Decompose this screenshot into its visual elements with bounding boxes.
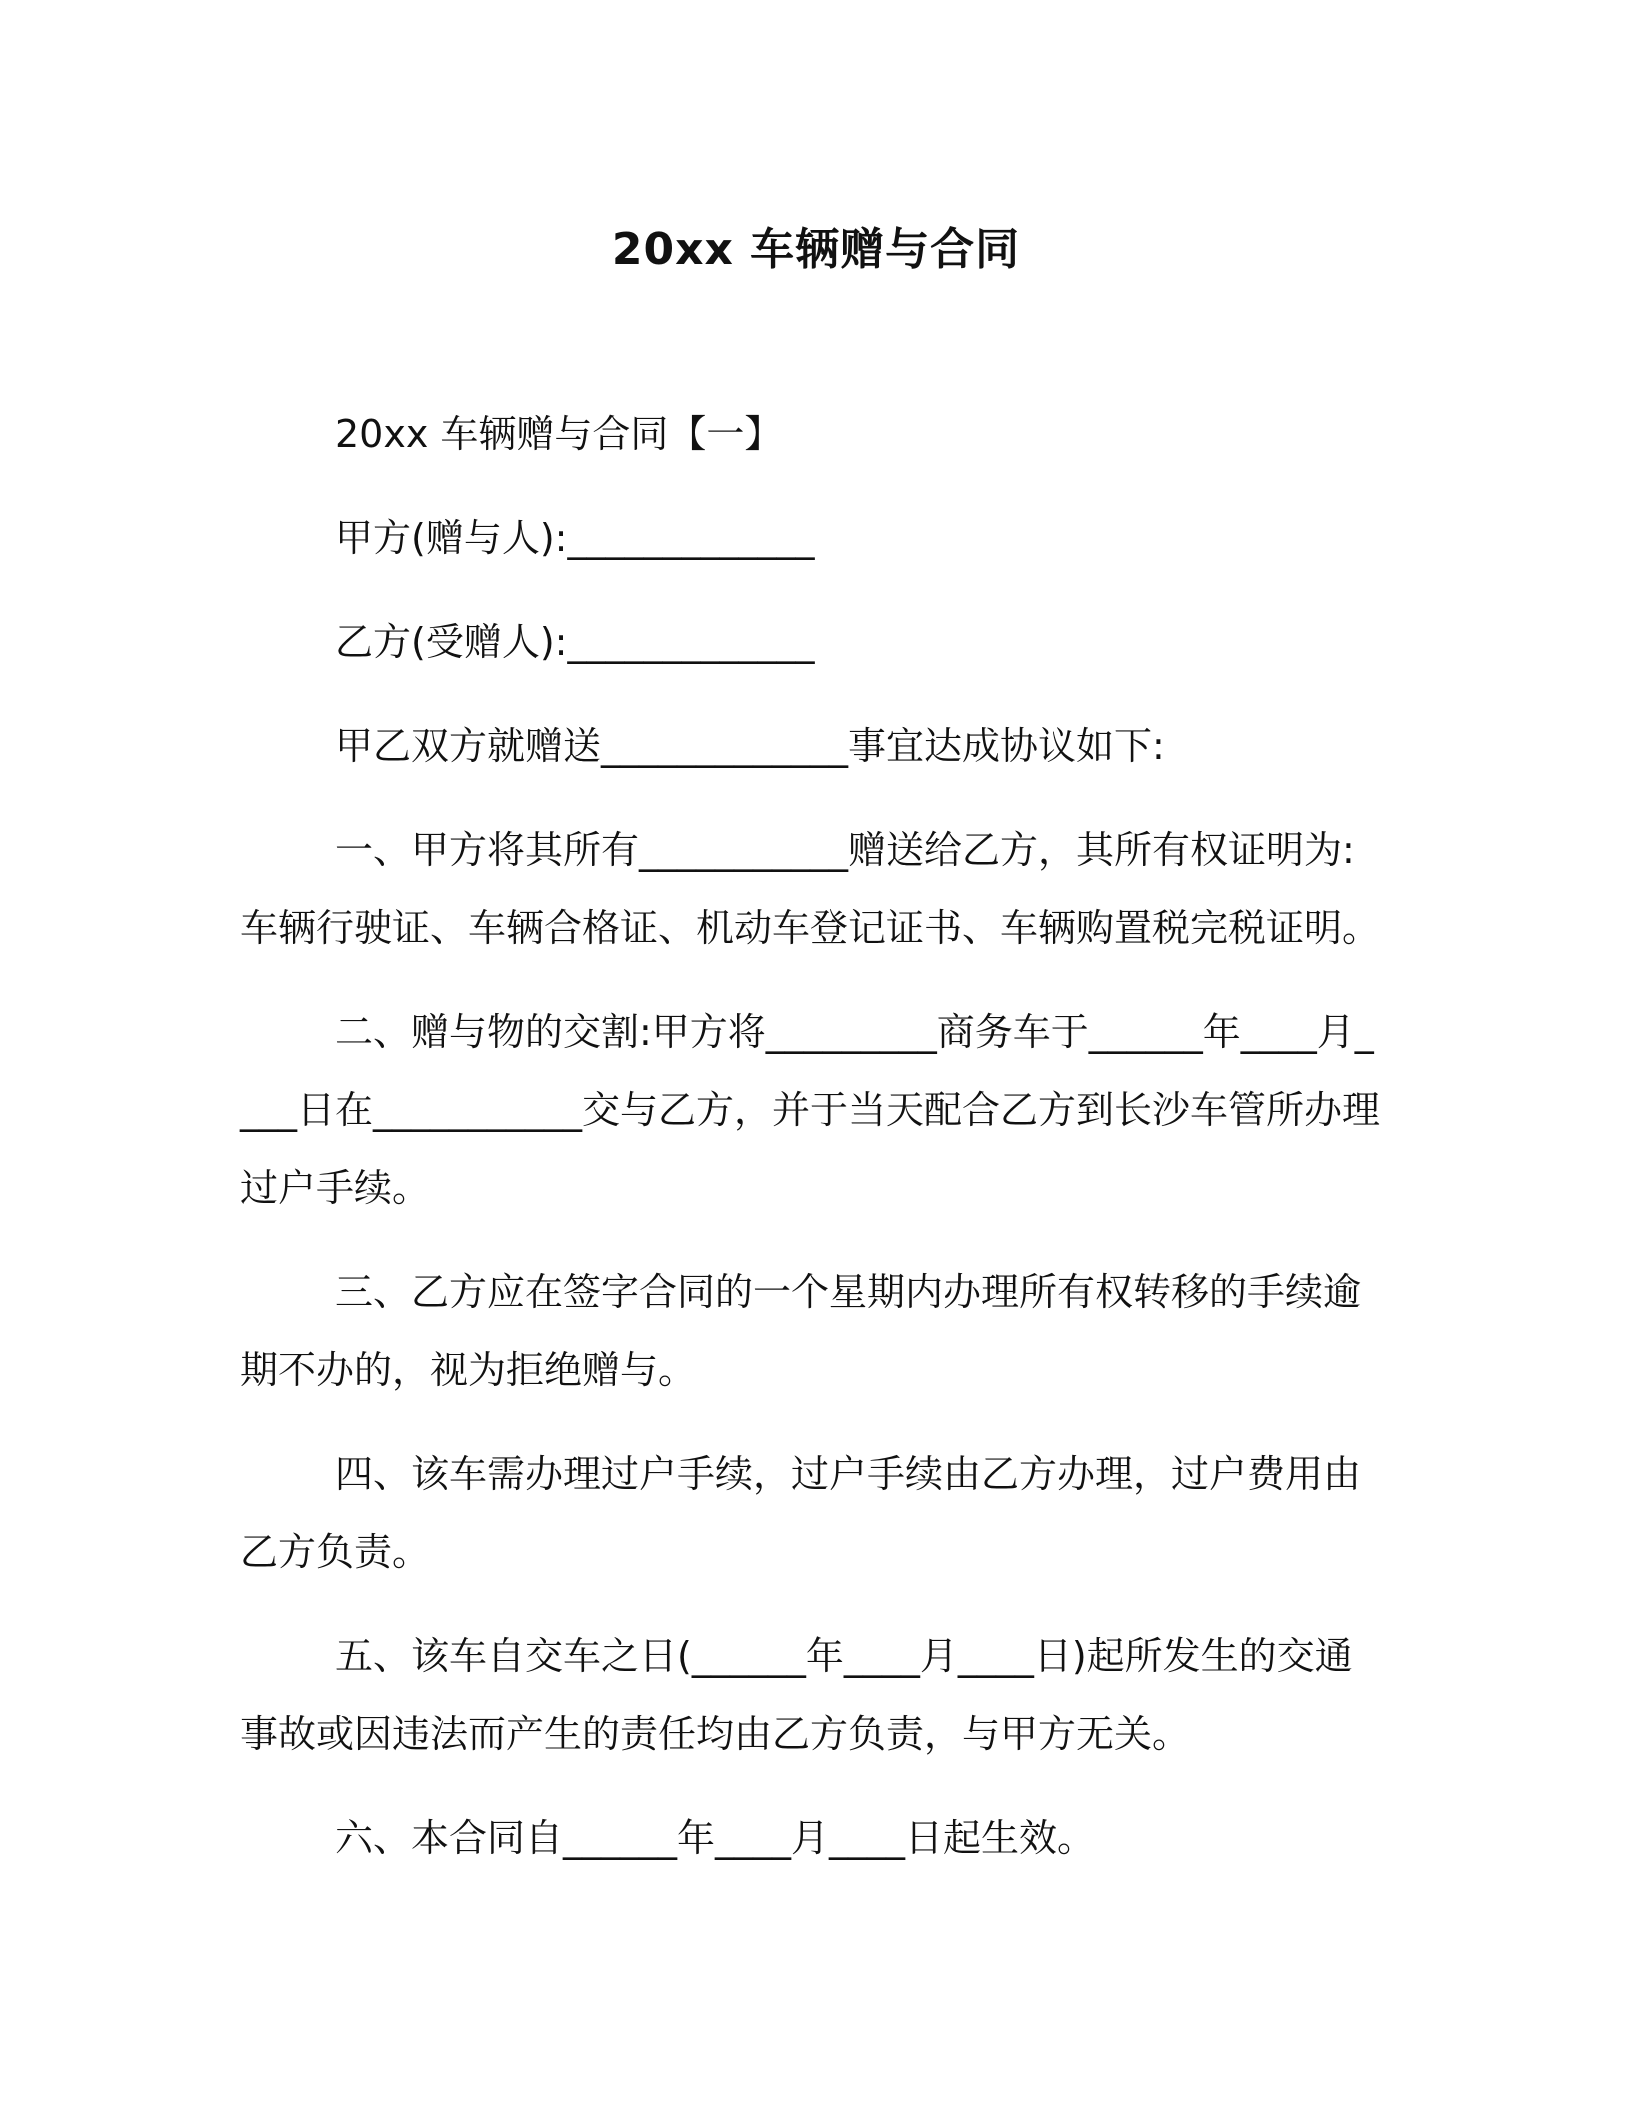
document-title: 20xx 车辆赠与合同 xyxy=(611,224,1021,275)
clause-1: 一、甲方将其所有___________赠送给乙方，其所有权证明为:车辆行驶证、车辆合格证、机动车登记证书、车辆购置税完税证明。 xyxy=(240,828,1381,950)
party-b-line: 乙方(受赠人):_____________ xyxy=(335,620,815,664)
section-heading: 20xx 车辆赠与合同【一】 xyxy=(335,412,783,456)
agreement-intro: 甲乙双方就赠送_____________事宜达成协议如下: xyxy=(335,724,1165,768)
document-body xyxy=(240,395,1380,1903)
clause-2: 二、赠与物的交割:甲方将_________商务车于______年____月____日在___________交与乙方，并于当天配合乙方到长沙车管所办理过户手续。 xyxy=(240,1010,1381,1210)
clause-3: 三、乙方应在签字合同的一个星期内办理所有权转移的手续逾期不办的，视为拒绝赠与。 xyxy=(240,1270,1362,1392)
clause-4: 四、该车需办理过户手续，过户手续由乙方办理，过户费用由乙方负责。 xyxy=(240,1452,1362,1574)
clause-5: 五、该车自交车之日(______年____月____日)起所发生的交通事故或因违法而产生的责任均由乙方负责，与甲方无关。 xyxy=(240,1634,1353,1756)
party-a-line: 甲方(赠与人):_____________ xyxy=(335,516,815,560)
clause-6: 六、本合同自______年____月____日起生效。 xyxy=(335,1816,1096,1860)
